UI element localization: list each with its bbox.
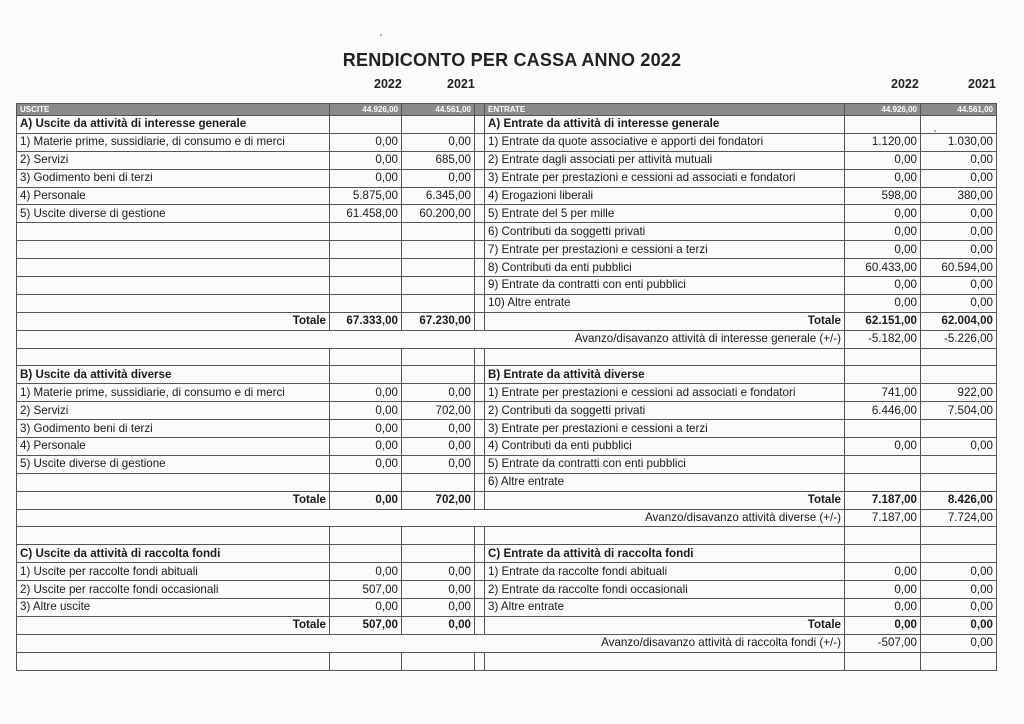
entrate-item-2021: 0,00	[921, 205, 997, 223]
header-entrate-2021: 44.561,00	[921, 104, 997, 116]
left-year-2022: 2022	[374, 77, 402, 91]
column-divider	[475, 473, 485, 491]
table-row	[17, 205, 997, 223]
entrate-total-2022: 7.187,00	[845, 491, 921, 509]
entrate-total-2022: 0,00	[845, 616, 921, 634]
entrate-item-2021: 0,00	[921, 169, 997, 187]
header-uscite-label: USCITE	[17, 104, 330, 116]
entrate-item-2022	[845, 473, 921, 491]
entrate-item-label: 2) Contributi da soggetti privati	[485, 402, 845, 420]
blank-cell	[17, 652, 330, 670]
entrate-item-2022: 741,00	[845, 384, 921, 402]
blank-cell	[402, 545, 475, 563]
uscite-item-2021: 0,00	[402, 169, 475, 187]
balance-label: Avanzo/disavanzo attività di raccolta fondi (+/-)	[17, 634, 845, 652]
uscite-item-2022: 0,00	[330, 438, 402, 456]
uscite-item-2022: 507,00	[330, 581, 402, 599]
uscite-item-label: 5) Uscite diverse di gestione	[17, 205, 330, 223]
blank-cell	[330, 366, 402, 384]
uscite-item-2021: 0,00	[402, 384, 475, 402]
uscite-item-2022	[330, 223, 402, 241]
blank-cell	[17, 527, 330, 545]
table-row	[17, 438, 997, 456]
blank-cell	[402, 116, 475, 134]
uscite-item-label: 1) Materie prime, sussidiarie, di consumo e di merci	[17, 384, 330, 402]
entrate-item-2021: 922,00	[921, 384, 997, 402]
column-divider	[475, 133, 485, 151]
document-title: RENDICONTO PER CASSA ANNO 2022	[342, 50, 682, 70]
table-row	[17, 455, 997, 473]
uscite-item-2022: 0,00	[330, 402, 402, 420]
balance-row	[17, 634, 997, 652]
entrate-section-title: C) Entrate da attività di raccolta fondi	[485, 545, 845, 563]
uscite-item-2022: 0,00	[330, 455, 402, 473]
entrate-item-2022: 0,00	[845, 241, 921, 259]
uscite-item-2022: 0,00	[330, 384, 402, 402]
column-divider	[475, 455, 485, 473]
table-row	[17, 473, 997, 491]
entrate-item-2022: 0,00	[845, 294, 921, 312]
entrate-item-2021: 380,00	[921, 187, 997, 205]
entrate-total-2021: 8.426,00	[921, 491, 997, 509]
uscite-total-label: Totale	[17, 312, 330, 330]
section-spacer-row	[17, 348, 997, 366]
table-row	[17, 402, 997, 420]
balance-label: Avanzo/disavanzo attività di interesse generale (+/-)	[17, 330, 845, 348]
header-uscite-2022: 44.926,00	[330, 104, 402, 116]
uscite-item-2022: 0,00	[330, 169, 402, 187]
entrate-item-2022: 0,00	[845, 563, 921, 581]
entrate-item-label: 6) Contributi da soggetti privati	[485, 223, 845, 241]
entrate-item-label: 5) Entrate da contratti con enti pubblici	[485, 455, 845, 473]
entrate-item-2021: 0,00	[921, 599, 997, 617]
uscite-item-2021	[402, 277, 475, 295]
uscite-item-label	[17, 241, 330, 259]
uscite-item-2021	[402, 241, 475, 259]
entrate-item-2021	[921, 420, 997, 438]
entrate-total-2021: 62.004,00	[921, 312, 997, 330]
uscite-item-2022: 0,00	[330, 420, 402, 438]
uscite-item-2021: 0,00	[402, 133, 475, 151]
entrate-item-2021: 0,00	[921, 294, 997, 312]
uscite-item-2022: 61.458,00	[330, 205, 402, 223]
table-header-row	[17, 104, 997, 116]
column-divider	[475, 491, 485, 509]
blank-cell	[921, 527, 997, 545]
uscite-item-2021	[402, 473, 475, 491]
entrate-section-title: A) Entrate da attività di interesse generale	[485, 116, 845, 134]
uscite-item-2022: 0,00	[330, 599, 402, 617]
column-divider	[475, 545, 485, 563]
header-entrate-label: ENTRATE	[485, 104, 845, 116]
column-divider	[475, 384, 485, 402]
entrate-item-2022: 60.433,00	[845, 259, 921, 277]
blank-cell	[330, 527, 402, 545]
uscite-item-label: 3) Altre uscite	[17, 599, 330, 617]
entrate-item-label: 3) Entrate per prestazioni e cessioni ad associati e fondatori	[485, 169, 845, 187]
uscite-item-label	[17, 277, 330, 295]
balance-2021: 0,00	[921, 634, 997, 652]
entrate-item-label: 1) Entrate da raccolte fondi abituali	[485, 563, 845, 581]
entrate-total-2021: 0,00	[921, 616, 997, 634]
uscite-item-2021: 685,00	[402, 151, 475, 169]
column-divider	[475, 581, 485, 599]
balance-2021: 7.724,00	[921, 509, 997, 527]
uscite-item-2021: 0,00	[402, 420, 475, 438]
balance-2022: -5.182,00	[845, 330, 921, 348]
uscite-item-label: 3) Godimento beni di terzi	[17, 169, 330, 187]
uscite-item-2022	[330, 473, 402, 491]
section-title-row	[17, 545, 997, 563]
entrate-item-2022: 0,00	[845, 599, 921, 617]
section-title-row	[17, 366, 997, 384]
right-year-2022: 2022	[891, 77, 919, 91]
blank-cell	[330, 545, 402, 563]
uscite-item-2022: 0,00	[330, 563, 402, 581]
entrate-item-2021: 0,00	[921, 241, 997, 259]
entrate-item-2022	[845, 420, 921, 438]
entrate-item-2021	[921, 473, 997, 491]
column-divider	[475, 527, 485, 545]
column-divider	[475, 599, 485, 617]
column-divider	[475, 294, 485, 312]
blank-cell	[921, 348, 997, 366]
table-row	[17, 169, 997, 187]
blank-cell	[921, 366, 997, 384]
column-divider	[475, 104, 485, 116]
cash-statement-table	[16, 103, 997, 671]
entrate-item-2021: 0,00	[921, 277, 997, 295]
uscite-item-2021: 0,00	[402, 581, 475, 599]
balance-2022: -507,00	[845, 634, 921, 652]
uscite-item-2021: 702,00	[402, 402, 475, 420]
section-spacer-row	[17, 527, 997, 545]
blank-cell	[845, 116, 921, 134]
uscite-total-2022: 0,00	[330, 491, 402, 509]
column-divider	[475, 116, 485, 134]
entrate-item-label: 10) Altre entrate	[485, 294, 845, 312]
table-row	[17, 277, 997, 295]
entrate-item-2022: 598,00	[845, 187, 921, 205]
balance-label: Avanzo/disavanzo attività diverse (+/-)	[17, 509, 845, 527]
entrate-item-2021: 0,00	[921, 223, 997, 241]
table-row	[17, 294, 997, 312]
uscite-item-label: 4) Personale	[17, 187, 330, 205]
uscite-section-title: A) Uscite da attività di interesse generale	[17, 116, 330, 134]
uscite-total-2022: 67.333,00	[330, 312, 402, 330]
balance-2022: 7.187,00	[845, 509, 921, 527]
total-row	[17, 312, 997, 330]
entrate-item-2022: 1.120,00	[845, 133, 921, 151]
uscite-item-2022	[330, 259, 402, 277]
entrate-item-label: 7) Entrate per prestazioni e cessioni a terzi	[485, 241, 845, 259]
uscite-item-2021: 0,00	[402, 455, 475, 473]
blank-cell	[330, 348, 402, 366]
header-uscite-2021: 44.561,00	[402, 104, 475, 116]
blank-cell	[845, 652, 921, 670]
blank-cell	[485, 652, 845, 670]
blank-cell	[921, 116, 997, 134]
entrate-item-label: 2) Entrate dagli associati per attività mutuali	[485, 151, 845, 169]
table-row	[17, 151, 997, 169]
uscite-item-2022: 5.875,00	[330, 187, 402, 205]
blank-cell	[845, 545, 921, 563]
blank-cell	[845, 527, 921, 545]
uscite-item-label: 1) Materie prime, sussidiarie, di consumo e di merci	[17, 133, 330, 151]
column-divider	[475, 169, 485, 187]
uscite-total-label: Totale	[17, 491, 330, 509]
table-row	[17, 420, 997, 438]
blank-cell	[845, 348, 921, 366]
right-year-2021: 2021	[968, 77, 996, 91]
table-row	[17, 563, 997, 581]
entrate-item-2021: 7.504,00	[921, 402, 997, 420]
uscite-total-2021: 0,00	[402, 616, 475, 634]
column-divider	[475, 438, 485, 456]
blank-cell	[845, 366, 921, 384]
header-entrate-2022: 44.926,00	[845, 104, 921, 116]
uscite-item-label: 4) Personale	[17, 438, 330, 456]
entrate-total-2022: 62.151,00	[845, 312, 921, 330]
blank-cell	[402, 366, 475, 384]
scan-speck	[380, 34, 382, 36]
entrate-total-label: Totale	[485, 312, 845, 330]
entrate-item-label: 1) Entrate per prestazioni e cessioni ad associati e fondatori	[485, 384, 845, 402]
entrate-item-label: 3) Altre entrate	[485, 599, 845, 617]
uscite-total-2021: 67.230,00	[402, 312, 475, 330]
uscite-total-label: Totale	[17, 616, 330, 634]
uscite-item-label	[17, 473, 330, 491]
uscite-item-2021: 6.345,00	[402, 187, 475, 205]
uscite-item-label: 2) Uscite per raccolte fondi occasionali	[17, 581, 330, 599]
table-row	[17, 133, 997, 151]
table-row	[17, 223, 997, 241]
uscite-item-2021: 0,00	[402, 438, 475, 456]
entrate-total-label: Totale	[485, 616, 845, 634]
column-divider	[475, 205, 485, 223]
entrate-item-label: 2) Entrate da raccolte fondi occasionali	[485, 581, 845, 599]
entrate-item-label: 3) Entrate per prestazioni e cessioni a terzi	[485, 420, 845, 438]
entrate-item-label: 9) Entrate da contratti con enti pubblici	[485, 277, 845, 295]
blank-cell	[402, 652, 475, 670]
entrate-item-label: 4) Erogazioni liberali	[485, 187, 845, 205]
uscite-item-2021: 0,00	[402, 563, 475, 581]
entrate-item-2022: 0,00	[845, 223, 921, 241]
uscite-item-label: 3) Godimento beni di terzi	[17, 420, 330, 438]
entrate-item-2021: 60.594,00	[921, 259, 997, 277]
column-divider	[475, 187, 485, 205]
table-row	[17, 384, 997, 402]
entrate-item-2021: 0,00	[921, 151, 997, 169]
blank-cell	[921, 652, 997, 670]
blank-cell	[402, 527, 475, 545]
entrate-item-label: 8) Contributi da enti pubblici	[485, 259, 845, 277]
entrate-item-2021	[921, 455, 997, 473]
blank-cell	[485, 527, 845, 545]
entrate-item-2022: 6.446,00	[845, 402, 921, 420]
entrate-item-2022: 0,00	[845, 151, 921, 169]
uscite-total-2022: 507,00	[330, 616, 402, 634]
balance-2021: -5.226,00	[921, 330, 997, 348]
column-divider	[475, 652, 485, 670]
blank-cell	[402, 348, 475, 366]
blank-cell	[921, 545, 997, 563]
total-row	[17, 616, 997, 634]
blank-cell	[330, 116, 402, 134]
column-divider	[475, 259, 485, 277]
uscite-item-label: 2) Servizi	[17, 151, 330, 169]
blank-cell	[17, 348, 330, 366]
column-divider	[475, 366, 485, 384]
uscite-section-title: C) Uscite da attività di raccolta fondi	[17, 545, 330, 563]
entrate-item-label: 6) Altre entrate	[485, 473, 845, 491]
column-divider	[475, 151, 485, 169]
uscite-item-label: 2) Servizi	[17, 402, 330, 420]
trailing-blank-row	[17, 652, 997, 670]
table-row	[17, 581, 997, 599]
entrate-item-2022: 0,00	[845, 169, 921, 187]
column-divider	[475, 420, 485, 438]
entrate-item-2022	[845, 455, 921, 473]
entrate-total-label: Totale	[485, 491, 845, 509]
uscite-item-label	[17, 294, 330, 312]
uscite-item-2022	[330, 294, 402, 312]
table-row	[17, 187, 997, 205]
column-divider	[475, 348, 485, 366]
uscite-item-label: 1) Uscite per raccolte fondi abituali	[17, 563, 330, 581]
entrate-item-label: 5) Entrate del 5 per mille	[485, 205, 845, 223]
entrate-item-2021: 0,00	[921, 563, 997, 581]
uscite-item-label	[17, 223, 330, 241]
column-divider	[475, 277, 485, 295]
entrate-item-2022: 0,00	[845, 205, 921, 223]
column-divider	[475, 223, 485, 241]
entrate-item-2022: 0,00	[845, 438, 921, 456]
uscite-item-2022: 0,00	[330, 151, 402, 169]
table-row	[17, 259, 997, 277]
entrate-item-2022: 0,00	[845, 277, 921, 295]
table-row	[17, 241, 997, 259]
left-year-2021: 2021	[447, 77, 475, 91]
column-divider	[475, 563, 485, 581]
uscite-item-2022	[330, 241, 402, 259]
column-divider	[475, 616, 485, 634]
section-title-row	[17, 116, 997, 134]
uscite-item-label: 5) Uscite diverse di gestione	[17, 455, 330, 473]
uscite-total-2021: 702,00	[402, 491, 475, 509]
uscite-section-title: B) Uscite da attività diverse	[17, 366, 330, 384]
column-divider	[475, 402, 485, 420]
entrate-item-label: 4) Contributi da enti pubblici	[485, 438, 845, 456]
column-divider	[475, 312, 485, 330]
entrate-item-label: 1) Entrate da quote associative e apporti dei fondatori	[485, 133, 845, 151]
blank-cell	[485, 348, 845, 366]
uscite-item-2021	[402, 223, 475, 241]
entrate-item-2021: 1.030,00	[921, 133, 997, 151]
column-divider	[475, 241, 485, 259]
uscite-item-2021: 60.200,00	[402, 205, 475, 223]
scan-speck	[934, 130, 936, 132]
uscite-item-label	[17, 259, 330, 277]
uscite-item-2021	[402, 259, 475, 277]
entrate-item-2021: 0,00	[921, 438, 997, 456]
uscite-item-2022: 0,00	[330, 133, 402, 151]
table-row	[17, 599, 997, 617]
balance-row	[17, 509, 997, 527]
entrate-item-2021: 0,00	[921, 581, 997, 599]
balance-row	[17, 330, 997, 348]
uscite-item-2021: 0,00	[402, 599, 475, 617]
total-row	[17, 491, 997, 509]
uscite-item-2021	[402, 294, 475, 312]
entrate-section-title: B) Entrate da attività diverse	[485, 366, 845, 384]
blank-cell	[330, 652, 402, 670]
entrate-item-2022: 0,00	[845, 581, 921, 599]
uscite-item-2022	[330, 277, 402, 295]
